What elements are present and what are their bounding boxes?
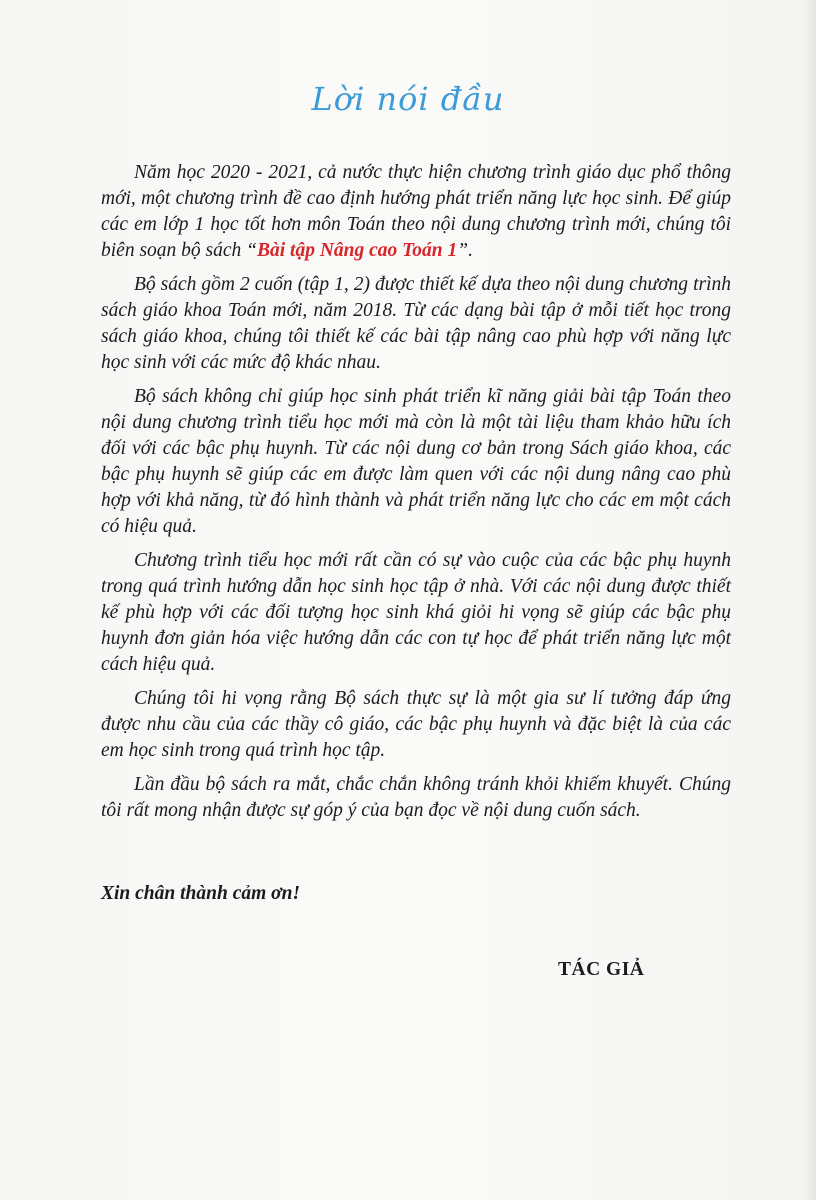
- paragraph-1-end: ”.: [457, 240, 473, 261]
- paragraph-3: Bộ sách không chỉ giúp học sinh phát triển kĩ năng giải bài tập Toán theo nội dung chương trình tiểu học mới mà còn là một tài liệu tham khảo hữu ích đối với các bậc phụ huynh. Từ các nội dung cơ bản trong Sách giáo khoa, các bậc phụ huynh sẽ giúp các em được làm quen với các nội dung nâng cao phù hợp với khả năng, từ đó hình thành và phát triển năng lực cho các em một cách có hiệu quả.: [101, 386, 731, 537]
- page-edge-shadow: [802, 0, 816, 1200]
- author-signature: TÁC GIẢ: [558, 959, 645, 980]
- book-title: Bài tập Nâng cao Toán 1: [257, 240, 458, 261]
- paragraph-5: Chúng tôi hi vọng rằng Bộ sách thực sự là một gia sư lí tưởng đáp ứng được nhu cầu của các thầy cô giáo, các bậc phụ huynh và đặc biệt là của các em học sinh trong quá trình học tập.: [101, 688, 731, 761]
- paragraph-1-text: Năm học 2020 - 2021, cả nước thực hiện chương trình giáo dục phổ thông mới, một chương trình đề cao định hướng phát triển năng lực học sinh. Để giúp các em lớp 1 học tốt hơn môn Toán theo nội dung chương trình mới, chúng tôi biên soạn bộ sách “: [101, 162, 731, 261]
- paragraph-6: Lần đầu bộ sách ra mắt, chắc chắn không tránh khỏi khiếm khuyết. Chúng tôi rất mong nhận được sự góp ý của bạn đọc về nội dung cuốn sách.: [101, 774, 731, 821]
- paragraph-1: [101, 160, 731, 264]
- paragraph-4: Chương trình tiểu học mới rất cần có sự vào cuộc của các bậc phụ huynh trong quá trình hướng dẫn học sinh học tập ở nhà. Với các nội dung được thiết kế phù hợp với các đối tượng học sinh khá giỏi hi vọng sẽ giúp các bậc phụ huynh đơn giản hóa việc hướng dẫn các con tự học để phát triển năng lực một cách hiệu quả.: [101, 550, 731, 675]
- paragraph-2: Bộ sách gồm 2 cuốn (tập 1, 2) được thiết kế dựa theo nội dung chương trình sách giáo khoa Toán mới, năm 2018. Từ các dạng bài tập ở mỗi tiết học trong sách giáo khoa, chúng tôi thiết kế các bài tập nâng cao phù hợp với năng lực học sinh với các mức độ khác nhau.: [101, 274, 731, 373]
- preface-body: [101, 160, 731, 832]
- closing-thanks: Xin chân thành cảm ơn!: [101, 883, 301, 904]
- page-title: Lời nói đầu: [311, 80, 505, 118]
